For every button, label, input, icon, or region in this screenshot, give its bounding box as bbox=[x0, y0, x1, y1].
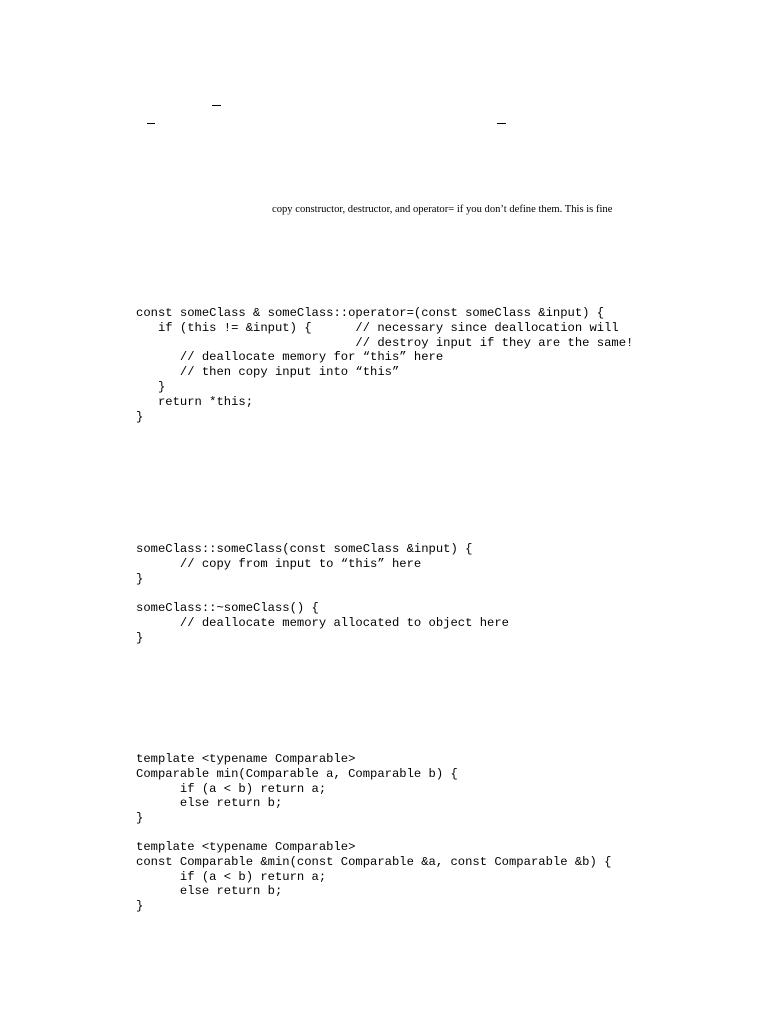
code-block-template-min-value: template <typename Comparable> Comparable min(Comparable a, Comparable b) { if (a < b) return a; else return b; } bbox=[136, 752, 458, 826]
body-text-line: copy constructor, destructor, and operator= if you don’t define them. This is fine bbox=[272, 204, 613, 215]
underscore-mark bbox=[147, 123, 155, 124]
code-block-destructor: someClass::~someClass() { // deallocate memory allocated to object here } bbox=[136, 601, 509, 645]
code-block-copy-constructor: someClass::someClass(const someClass &input) { // copy from input to “this” here } bbox=[136, 542, 473, 586]
code-block-template-min-ref: template <typename Comparable> const Comparable &min(const Comparable &a, const Comparable &b) { if (a < b) return a; else return b; } bbox=[136, 840, 612, 914]
underscore-mark bbox=[497, 123, 506, 124]
code-block-operator-assign: const someClass & someClass::operator=(const someClass &input) { if (this != &input) { // necessary since deallocation will // destroy input if they are the same! // deallocate memory for “this” here // then copy input into “this” } return *this; } bbox=[136, 306, 634, 424]
underscore-mark bbox=[212, 105, 221, 106]
